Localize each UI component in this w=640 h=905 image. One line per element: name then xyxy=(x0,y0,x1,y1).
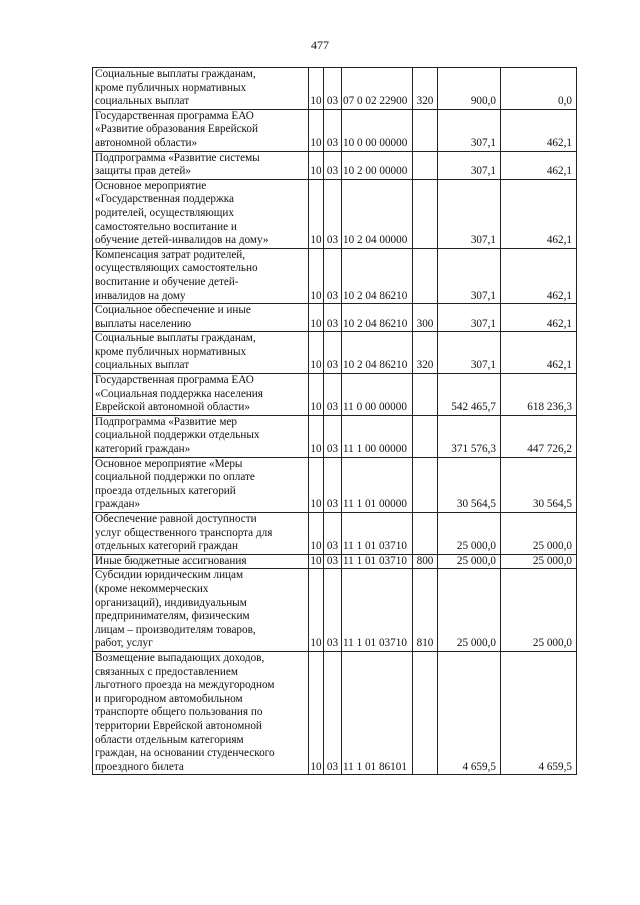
row-name-line: автономной области» xyxy=(95,136,198,149)
row-name-line: лицам – производителям товаров, xyxy=(95,623,256,636)
amount-year-2: 447 726,2 xyxy=(501,415,577,457)
amount-year-2: 25 000,0 xyxy=(501,554,577,569)
subsection-code: 03 xyxy=(324,554,342,569)
section-code: 10 xyxy=(309,68,324,110)
section-code: 10 xyxy=(309,569,324,652)
row-name-line: Компенсация затрат родителей, xyxy=(95,248,246,261)
amount-year-1: 25 000,0 xyxy=(438,513,501,555)
subsection-code: 03 xyxy=(324,68,342,110)
expense-type-code: 320 xyxy=(413,332,438,374)
budget-table-body xyxy=(93,68,577,775)
row-name xyxy=(93,513,309,555)
expense-type-code: 800 xyxy=(413,554,438,569)
amount-year-1: 542 465,7 xyxy=(438,374,501,416)
target-article-code: 10 0 00 00000 xyxy=(342,109,413,151)
target-article-code: 10 2 04 00000 xyxy=(342,179,413,248)
amount-year-2: 462,1 xyxy=(501,151,577,179)
row-name xyxy=(93,109,309,151)
row-name xyxy=(93,651,309,774)
table-row xyxy=(93,415,577,457)
expense-type-code: 320 xyxy=(413,68,438,110)
budget-table xyxy=(92,67,577,775)
amount-year-1: 371 576,3 xyxy=(438,415,501,457)
target-article-code: 11 1 01 03710 xyxy=(342,569,413,652)
row-name xyxy=(93,569,309,652)
section-code: 10 xyxy=(309,554,324,569)
row-name-line: социальных выплат xyxy=(95,95,190,108)
row-name-line: организаций), индивидуальным xyxy=(95,596,247,609)
expense-type-code xyxy=(413,109,438,151)
row-name-line: «Государственная поддержка xyxy=(95,193,234,206)
row-name-line: инвалидов на дому xyxy=(95,289,186,302)
row-name-line: защиты прав детей» xyxy=(95,165,191,178)
subsection-code: 03 xyxy=(324,513,342,555)
expense-type-code xyxy=(413,151,438,179)
table-row xyxy=(93,248,577,303)
row-name-line: Возмещение выпадающих доходов, xyxy=(95,651,265,664)
table-row xyxy=(93,151,577,179)
row-name-line: проезда отдельных категорий xyxy=(95,484,236,497)
row-name-line: кроме публичных нормативных xyxy=(95,81,247,94)
amount-year-1: 307,1 xyxy=(438,179,501,248)
table-row xyxy=(93,374,577,416)
row-name-line: Подпрограмма «Развитие мер xyxy=(95,415,237,428)
target-article-code: 10 2 04 86210 xyxy=(342,248,413,303)
row-name-line: Государственная программа ЕАО xyxy=(95,109,254,122)
amount-year-2: 462,1 xyxy=(501,179,577,248)
row-name-line: льготного проезда на междугородном xyxy=(95,679,275,692)
amount-year-1: 4 659,5 xyxy=(438,651,501,774)
row-name-line: обучение детей-инвалидов на дому» xyxy=(95,234,269,247)
row-name xyxy=(93,151,309,179)
row-name-line: «Развитие образования Еврейской xyxy=(95,123,258,136)
section-code: 10 xyxy=(309,332,324,374)
section-code: 10 xyxy=(309,457,324,512)
expense-type-code xyxy=(413,179,438,248)
row-name-line: «Социальная поддержка населения xyxy=(95,387,263,400)
section-code: 10 xyxy=(309,179,324,248)
expense-type-code: 300 xyxy=(413,304,438,332)
section-code: 10 xyxy=(309,513,324,555)
amount-year-2: 4 659,5 xyxy=(501,651,577,774)
table-row xyxy=(93,651,577,774)
table-row xyxy=(93,68,577,110)
row-name-line: родителей, осуществляющих xyxy=(95,206,234,219)
amount-year-2: 462,1 xyxy=(501,304,577,332)
subsection-code: 03 xyxy=(324,457,342,512)
subsection-code: 03 xyxy=(324,374,342,416)
amount-year-2: 462,1 xyxy=(501,248,577,303)
row-name-line: категорий граждан» xyxy=(95,443,191,456)
row-name-line: осуществляющих самостоятельно xyxy=(95,262,258,275)
row-name-line: самостоятельно воспитание и xyxy=(95,220,237,233)
row-name-line: Социальное обеспечение и иные xyxy=(95,304,251,317)
section-code: 10 xyxy=(309,415,324,457)
subsection-code: 03 xyxy=(324,651,342,774)
row-name-line: Обеспечение равной доступности xyxy=(95,513,257,525)
row-name-line: и пригородном автомобильном xyxy=(95,692,243,705)
subsection-code: 03 xyxy=(324,179,342,248)
expense-type-code xyxy=(413,374,438,416)
table-row xyxy=(93,109,577,151)
row-name-line: услуг общественного транспорта для xyxy=(95,526,273,539)
amount-year-2: 25 000,0 xyxy=(501,513,577,555)
amount-year-1: 307,1 xyxy=(438,332,501,374)
row-name-line: Иные бюджетные ассигнования xyxy=(95,554,247,567)
target-article-code: 11 1 00 00000 xyxy=(342,415,413,457)
section-code: 10 xyxy=(309,651,324,774)
row-name xyxy=(93,332,309,374)
row-name xyxy=(93,554,309,569)
row-name-line: граждан, на основании студенческого xyxy=(95,747,275,760)
target-article-code: 11 1 01 00000 xyxy=(342,457,413,512)
target-article-code: 07 0 02 22900 xyxy=(342,68,413,110)
row-name xyxy=(93,457,309,512)
table-row xyxy=(93,179,577,248)
row-name-line: воспитание и обучение детей- xyxy=(95,275,239,288)
row-name-line: предпринимателям, физическим xyxy=(95,610,250,623)
amount-year-1: 307,1 xyxy=(438,109,501,151)
section-code: 10 xyxy=(309,248,324,303)
section-code: 10 xyxy=(309,109,324,151)
table-row xyxy=(93,513,577,555)
section-code: 10 xyxy=(309,374,324,416)
row-name xyxy=(93,304,309,332)
row-name xyxy=(93,179,309,248)
amount-year-1: 307,1 xyxy=(438,304,501,332)
subsection-code: 03 xyxy=(324,569,342,652)
row-name-line: работ, услуг xyxy=(95,637,153,650)
amount-year-1: 307,1 xyxy=(438,248,501,303)
target-article-code: 10 2 00 00000 xyxy=(342,151,413,179)
amount-year-2: 0,0 xyxy=(501,68,577,110)
row-name-line: Субсидии юридическим лицам xyxy=(95,569,244,582)
row-name-line: Основное мероприятие «Меры xyxy=(95,457,243,470)
row-name-line: Социальные выплаты гражданам, xyxy=(95,332,256,345)
target-article-code: 11 1 01 03710 xyxy=(342,513,413,555)
row-name-line: отдельных категорий граждан xyxy=(95,540,239,553)
subsection-code: 03 xyxy=(324,109,342,151)
table-row xyxy=(93,304,577,332)
table-row xyxy=(93,554,577,569)
amount-year-1: 25 000,0 xyxy=(438,569,501,652)
row-name-line: социальной поддержки отдельных xyxy=(95,429,260,442)
row-name-line: социальных выплат xyxy=(95,359,190,372)
expense-type-code xyxy=(413,248,438,303)
row-name-line: кроме публичных нормативных xyxy=(95,345,247,358)
amount-year-1: 25 000,0 xyxy=(438,554,501,569)
row-name-line: связанных с предоставлением xyxy=(95,665,238,678)
subsection-code: 03 xyxy=(324,248,342,303)
row-name xyxy=(93,68,309,110)
amount-year-1: 30 564,5 xyxy=(438,457,501,512)
table-row xyxy=(93,332,577,374)
amount-year-2: 462,1 xyxy=(501,109,577,151)
amount-year-1: 900,0 xyxy=(438,68,501,110)
page-number: 477 xyxy=(311,38,329,52)
section-code: 10 xyxy=(309,304,324,332)
table-row xyxy=(93,457,577,512)
expense-type-code xyxy=(413,457,438,512)
row-name-line: Подпрограмма «Развитие системы xyxy=(95,151,260,164)
subsection-code: 03 xyxy=(324,304,342,332)
row-name xyxy=(93,248,309,303)
target-article-code: 11 1 01 03710 xyxy=(342,554,413,569)
expense-type-code xyxy=(413,513,438,555)
row-name-line: проездного билета xyxy=(95,760,184,773)
row-name xyxy=(93,415,309,457)
row-name xyxy=(93,374,309,416)
row-name-line: граждан» xyxy=(95,498,141,511)
table-row xyxy=(93,569,577,652)
subsection-code: 03 xyxy=(324,151,342,179)
subsection-code: 03 xyxy=(324,332,342,374)
expense-type-code xyxy=(413,651,438,774)
row-name-line: транспорте общего пользования по xyxy=(95,706,263,719)
row-name-line: Государственная программа ЕАО xyxy=(95,374,254,387)
amount-year-1: 307,1 xyxy=(438,151,501,179)
section-code: 10 xyxy=(309,151,324,179)
row-name-line: социальной поддержки по оплате xyxy=(95,471,255,484)
row-name-line: области отдельным категориям xyxy=(95,733,244,746)
target-article-code: 10 2 04 86210 xyxy=(342,304,413,332)
subsection-code: 03 xyxy=(324,415,342,457)
amount-year-2: 25 000,0 xyxy=(501,569,577,652)
row-name-line: территории Еврейской автономной xyxy=(95,719,262,732)
target-article-code: 11 0 00 00000 xyxy=(342,374,413,416)
row-name-line: Основное мероприятие xyxy=(95,179,207,192)
target-article-code: 10 2 04 86210 xyxy=(342,332,413,374)
row-name-line: Еврейской автономной области» xyxy=(95,401,250,414)
row-name-line: Социальные выплаты гражданам, xyxy=(95,68,256,80)
amount-year-2: 462,1 xyxy=(501,332,577,374)
amount-year-2: 618 236,3 xyxy=(501,374,577,416)
expense-type-code xyxy=(413,415,438,457)
row-name-line: (кроме некоммерческих xyxy=(95,582,209,595)
row-name-line: выплаты населению xyxy=(95,317,192,330)
target-article-code: 11 1 01 86101 xyxy=(342,651,413,774)
expense-type-code: 810 xyxy=(413,569,438,652)
amount-year-2: 30 564,5 xyxy=(501,457,577,512)
